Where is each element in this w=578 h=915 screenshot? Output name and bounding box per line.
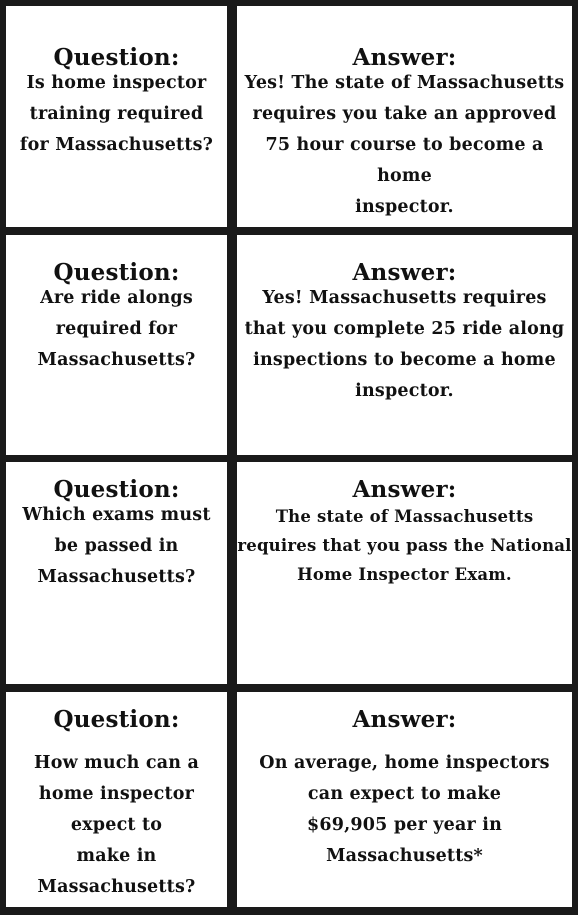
answer-text: On average, home inspectors can expect to make $69,905 per year in Massachusetts*	[259, 753, 550, 866]
question-text: How much can a home inspector expect to make in Massachusetts?	[33, 753, 200, 897]
answer-heading: Answer:	[352, 706, 457, 733]
question-card-ride-alongs	[6, 235, 227, 455]
answer-card-ride-alongs	[237, 235, 572, 455]
question-card-exams	[6, 462, 227, 684]
answer-card-salary	[237, 692, 572, 907]
question-text: Are ride alongs required for Massachusetts?	[37, 288, 196, 370]
answer-text: The state of Massachusetts requires that you pass the National Home Inspector Exam.	[237, 507, 572, 584]
question-text: Which exams must be passed in Massachusetts?	[22, 505, 211, 587]
question-heading: Question:	[53, 44, 180, 71]
question-text: Is home inspector training required for Massachusetts?	[19, 73, 214, 155]
answer-card-exams	[237, 462, 572, 684]
answer-text: Yes! The state of Massachusetts requires you take an approved 75 hour course to become a home inspector.	[244, 73, 565, 217]
answer-text: Yes! Massachusetts requires that you complete 25 ride along inspections to become a home inspector.	[244, 288, 565, 401]
answer-heading: Answer:	[352, 476, 457, 503]
question-card-salary	[6, 692, 227, 907]
question-heading: Question:	[53, 476, 180, 503]
question-heading: Question:	[53, 259, 180, 286]
answer-heading: Answer:	[352, 259, 457, 286]
answer-heading: Answer:	[352, 44, 457, 71]
question-heading: Question:	[53, 706, 180, 733]
question-card-training	[6, 6, 227, 227]
answer-card-training	[237, 6, 572, 227]
